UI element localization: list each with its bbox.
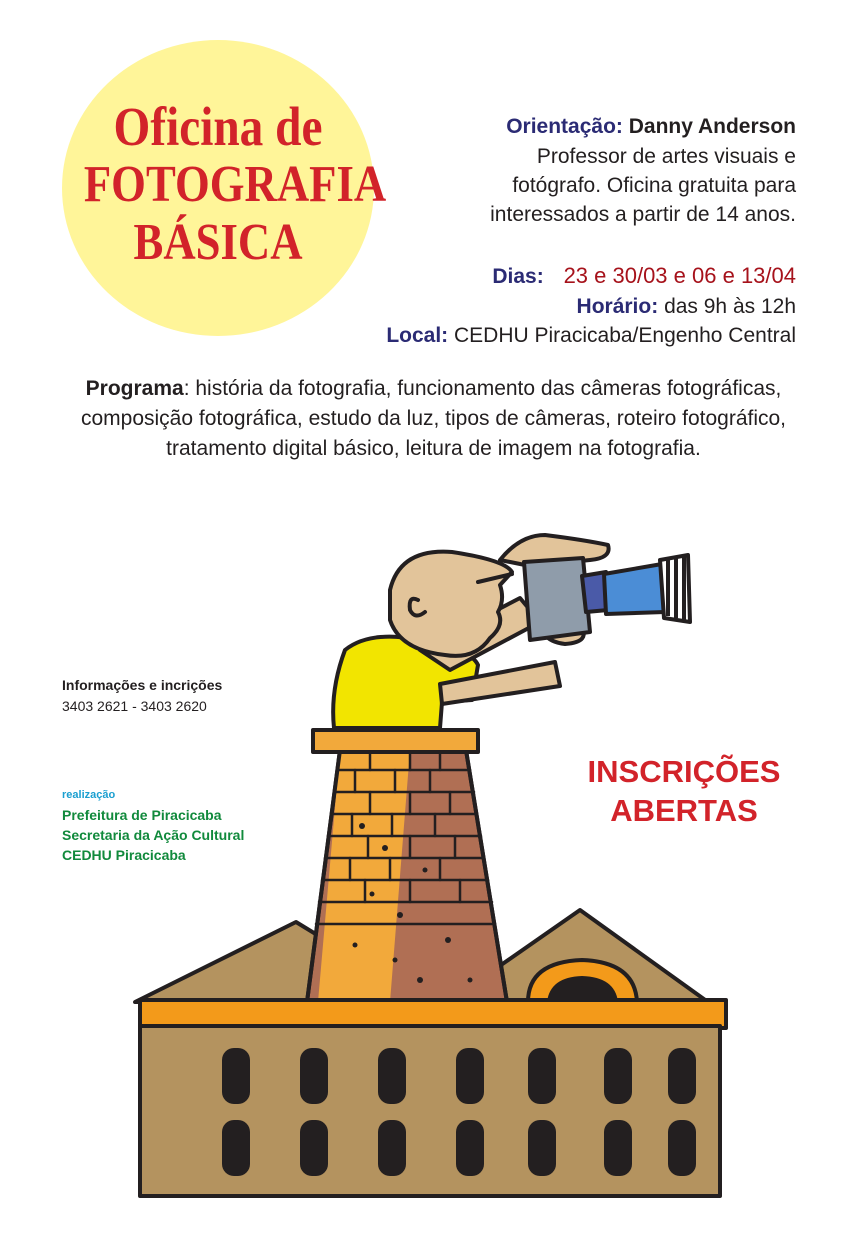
dias-line: [492, 262, 796, 291]
program-label: Programa: [85, 377, 184, 400]
program-line-1: [40, 374, 827, 404]
description-line-3: interessados a partir de 14 anos.: [490, 203, 796, 226]
inscricoes-line-2: ABERTAS: [610, 793, 758, 828]
photographer-illustration: [0, 520, 867, 1220]
realizacao-org-3: CEDHU Piracicaba: [62, 847, 186, 863]
dias-label: Dias:: [492, 265, 544, 288]
orientacao-label: Orientação:: [506, 115, 623, 138]
contacts-phones: 3403 2621 - 3403 2620: [62, 698, 207, 714]
program-line-2: composição fotográfica, estudo da luz, tipos de câmeras, roteiro fotográfico,: [80, 407, 787, 430]
camera-body-icon: [524, 558, 590, 640]
realizacao-block: [62, 785, 244, 865]
title-line-1: Oficina de: [113, 96, 323, 157]
program-paragraph: [40, 374, 827, 464]
contacts-title: Informações e incrições: [62, 677, 223, 693]
chimney-cap: [313, 730, 478, 752]
title-line-2: FOTOGRAFIA: [83, 156, 387, 213]
instructor-name: Danny Anderson: [628, 115, 796, 138]
description-line-2: fotógrafo. Oficina gratuita para: [512, 174, 796, 197]
page-title: [83, 96, 387, 272]
realizacao-org-1: Prefeitura de Piracicaba: [62, 807, 222, 823]
building-cornice: [140, 1000, 726, 1028]
contacts-block: [62, 675, 222, 717]
horario-value: das 9h às 12h: [664, 295, 796, 318]
program-line-3: tratamento digital básico, leitura de imagem na fotografia.: [166, 437, 701, 460]
horario-line: [577, 293, 796, 321]
horario-label: Horário:: [576, 295, 659, 318]
dias-value: 23 e 30/03 e 06 e 13/04: [563, 263, 796, 288]
inscricoes-line-1: INSCRIÇÕES: [587, 754, 781, 789]
realizacao-label: realização: [62, 789, 116, 801]
local-line: [386, 322, 796, 350]
program-text-1: : história da fotografia, funcionamento das câmeras fotográficas,: [183, 377, 782, 400]
description-line-1: Professor de artes visuais e: [536, 145, 796, 168]
local-value: CEDHU Piracicaba/Engenho Central: [454, 324, 796, 347]
open-registration-banner: [568, 752, 800, 830]
local-label: Local:: [386, 324, 449, 347]
realizacao-org-2: Secretaria da Ação Cultural: [62, 827, 245, 843]
camera-lens-icon: [604, 564, 665, 614]
orientacao-line: [506, 113, 796, 141]
title-line-3: BÁSICA: [133, 214, 303, 271]
